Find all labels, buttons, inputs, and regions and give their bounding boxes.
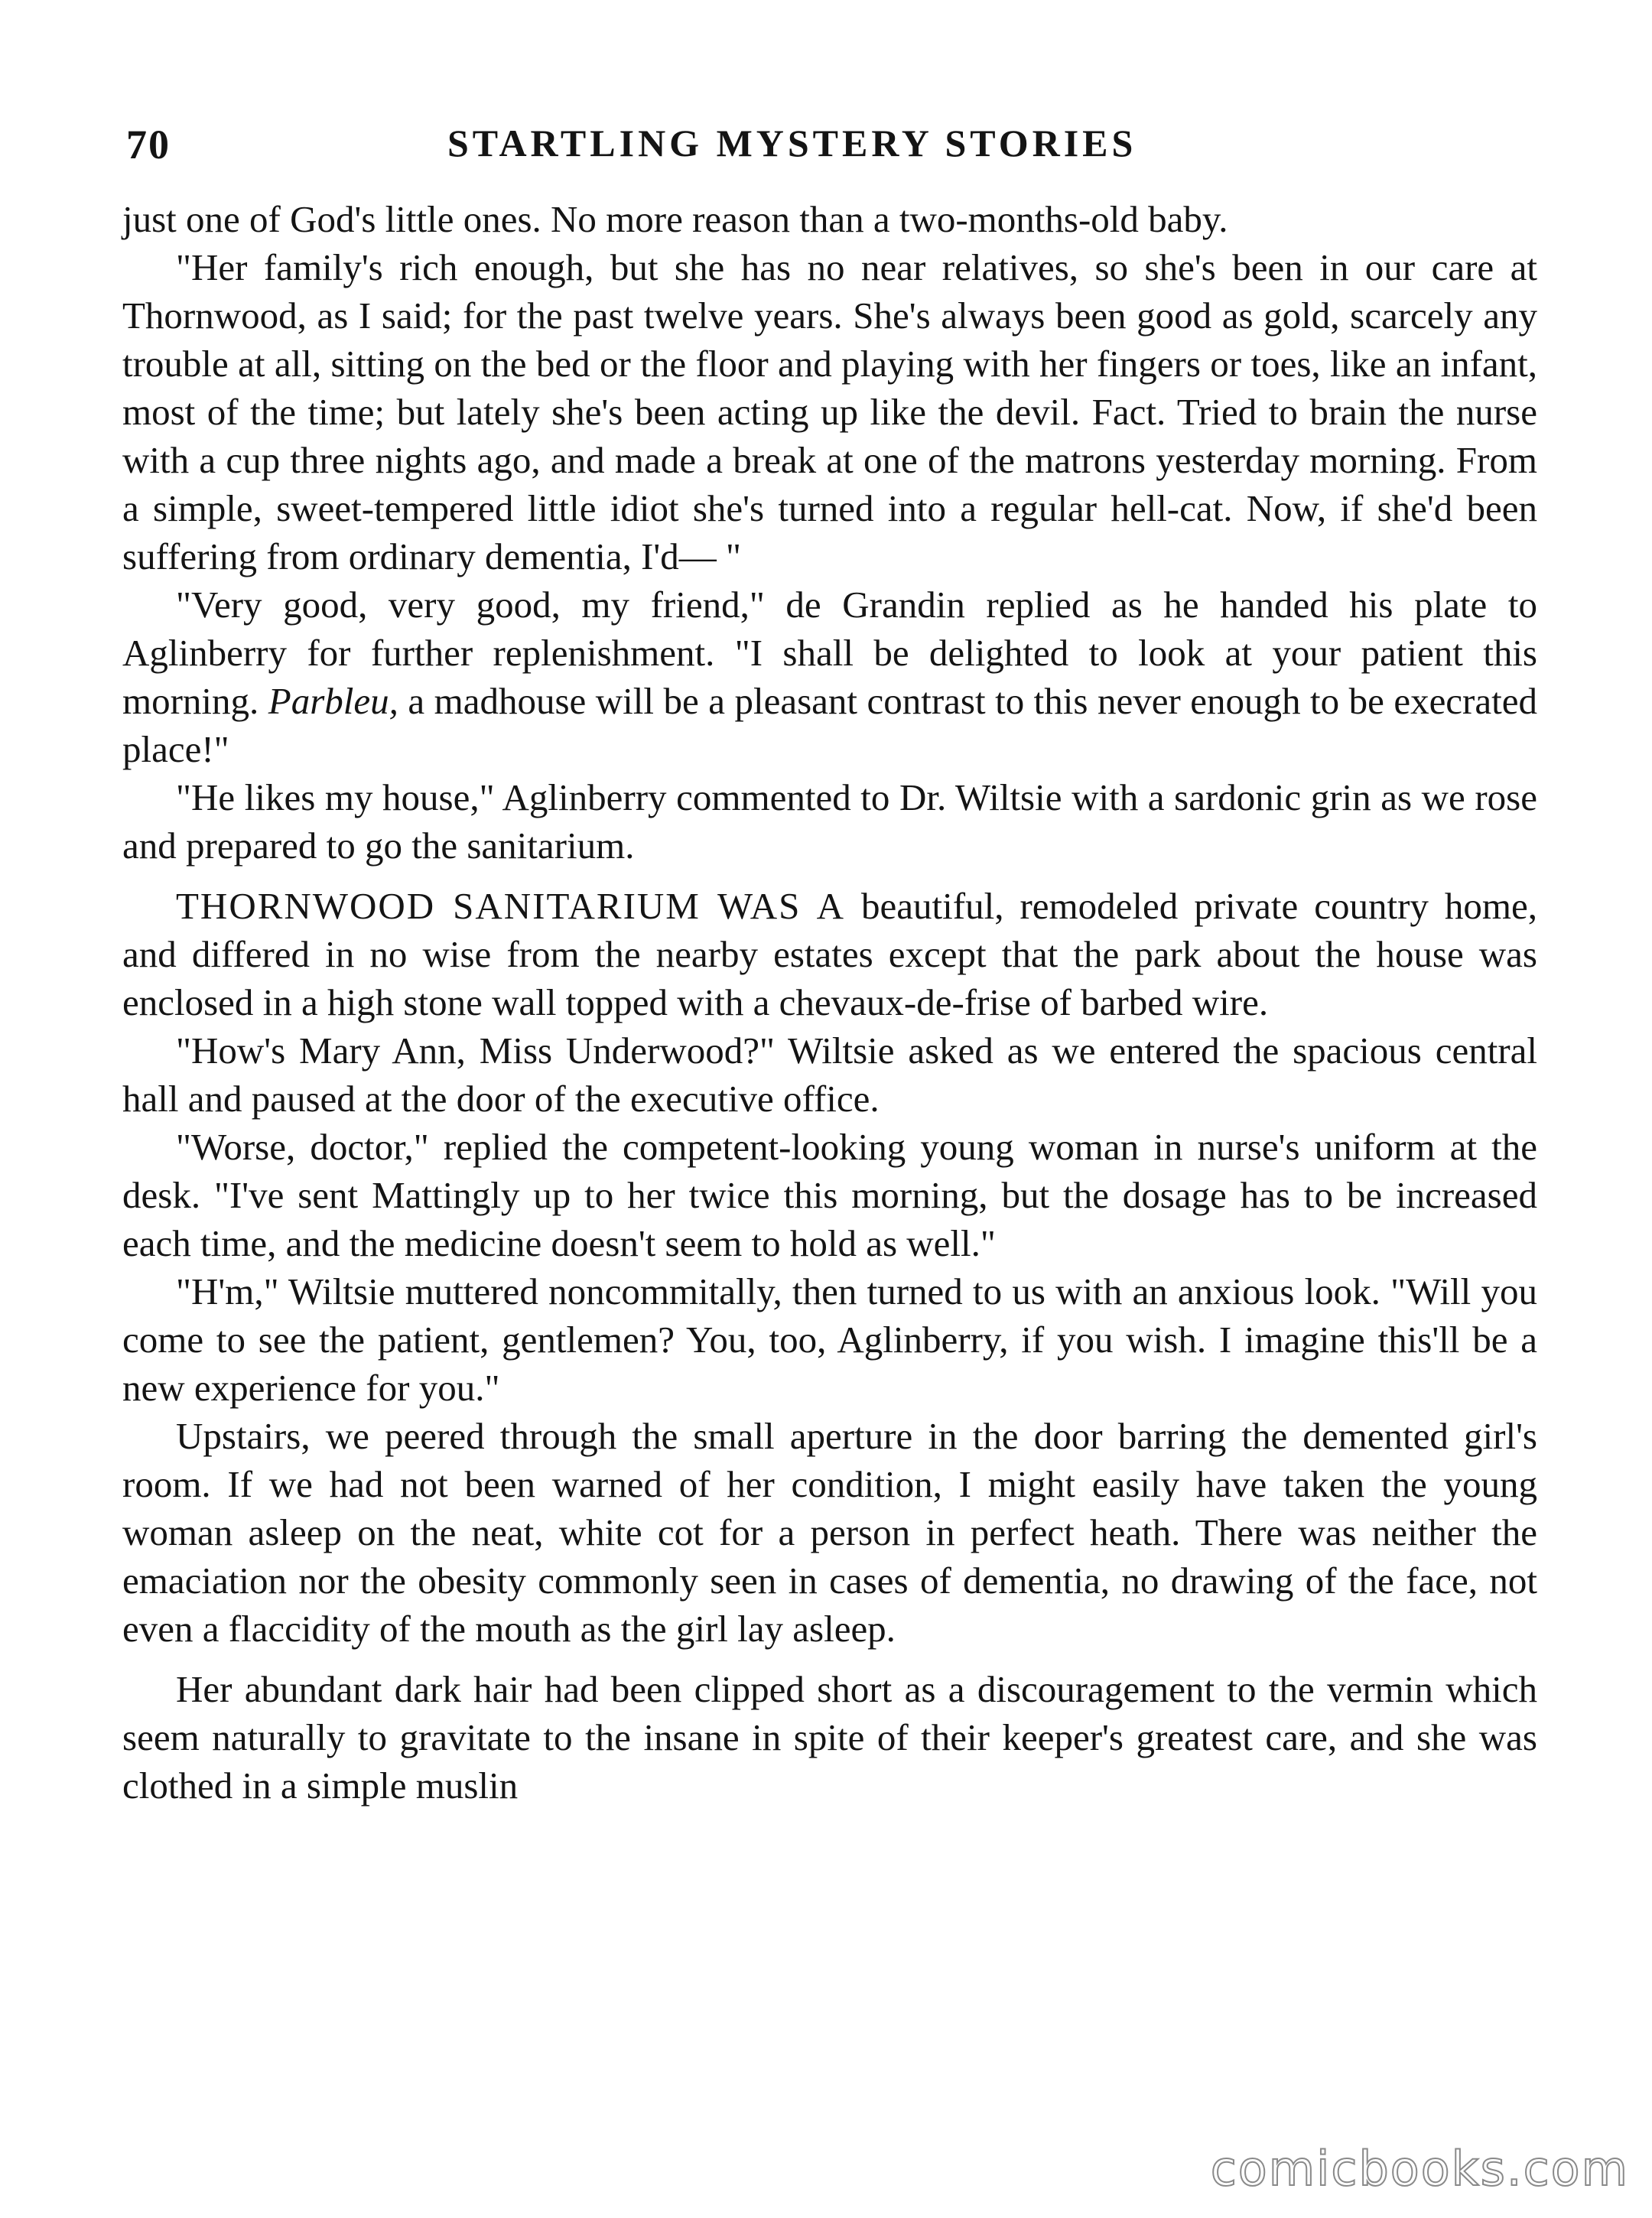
paragraph: "Worse, doctor," replied the competent-looking young woman in nurse's uniform at the desk. "I've sent Mattingly up to her twice this morning, but the dosage has to be increased each time, and the medicine doesn't seem to hold as well." bbox=[122, 1126, 1537, 1264]
running-title: STARTLING MYSTERY STORIES bbox=[447, 122, 1137, 164]
paragraph: "He likes my house," Aglinberry commented to Dr. Wiltsie with a sardonic grin as we rose and prepared to go the sanitarium. bbox=[122, 776, 1537, 867]
paragraph: just one of God's little ones. No more reason than a two-months-old baby. bbox=[122, 198, 1228, 240]
paragraph: "Her family's rich enough, but she has no near relatives, so she's been in our care at Thornwood, as I said; for the past twelve years. She's always been good as gold, scarcely any trouble at all, sitting on the bed or the floor and playing with her fingers or toes, like an infant, most of the time; but lately she's been acting up like the devil. Fact. Tried to brain the nurse with a cup three nights ago, and made a break at one of the matrons yesterday morning. From a simple, sweet-tempered little idiot she's turned into a regular hell-cat. Now, if she'd been suffering from ordinary dementia, I'd— " bbox=[122, 246, 1537, 577]
paragraph: "How's Mary Ann, Miss Underwood?" Wiltsie asked as we entered the spacious central hall and paused at the door of the executive office. bbox=[122, 1029, 1537, 1120]
page-header bbox=[126, 121, 1564, 182]
section-lead-in: THORNWOOD SANITARIUM WAS A bbox=[176, 885, 846, 927]
page-number: 70 bbox=[126, 122, 171, 167]
paragraph: "H'm," Wiltsie muttered noncommitally, then turned to us with an anxious look. "Will you come to see the patient, gentlemen? You, too, Aglinberry, if you wish. I imagine this'll be a new experience for you." bbox=[122, 1270, 1537, 1409]
paragraph-text: a madhouse will be a pleasant contrast to this never enough to be execrated place!" bbox=[122, 680, 1537, 770]
article-body bbox=[122, 195, 1537, 1810]
italic-phrase: Parbleu, bbox=[268, 680, 398, 722]
paragraph: Upstairs, we peered through the small aperture in the door barring the demented girl's room. If we had not been warned of her condition, I might easily have taken the young woman asleep on the neat, white cot for a person in perfect heath. There was neither the emaciation nor the obesity commonly seen in cases of dementia, no drawing of the face, not even a flaccidity of the mouth as the girl lay asleep. bbox=[122, 1415, 1537, 1650]
paragraph bbox=[122, 581, 1537, 773]
paragraph-text: beautiful, remodeled private country home, and differed in no wise from the nearby estates except that the park about the house was enclosed in a high stone wall topped with a chevaux-de-frise of barbed wire. bbox=[122, 885, 1538, 1023]
section-opening-paragraph bbox=[122, 882, 1537, 1026]
paragraph-text: "Very good, very good, my friend," de Grandin replied as he handed his plate to Aglinberry for further replenishment. "I shall be delighted to look at your patient this morning. bbox=[122, 584, 1537, 722]
paragraph: Her abundant dark hair had been clipped short as a discouragement to the vermin which seem naturally to gravitate to the insane in spite of their keeper's greatest care, and she was clothed in a simple muslin bbox=[122, 1668, 1537, 1807]
watermark: comicbooks.com bbox=[1210, 2141, 1629, 2197]
